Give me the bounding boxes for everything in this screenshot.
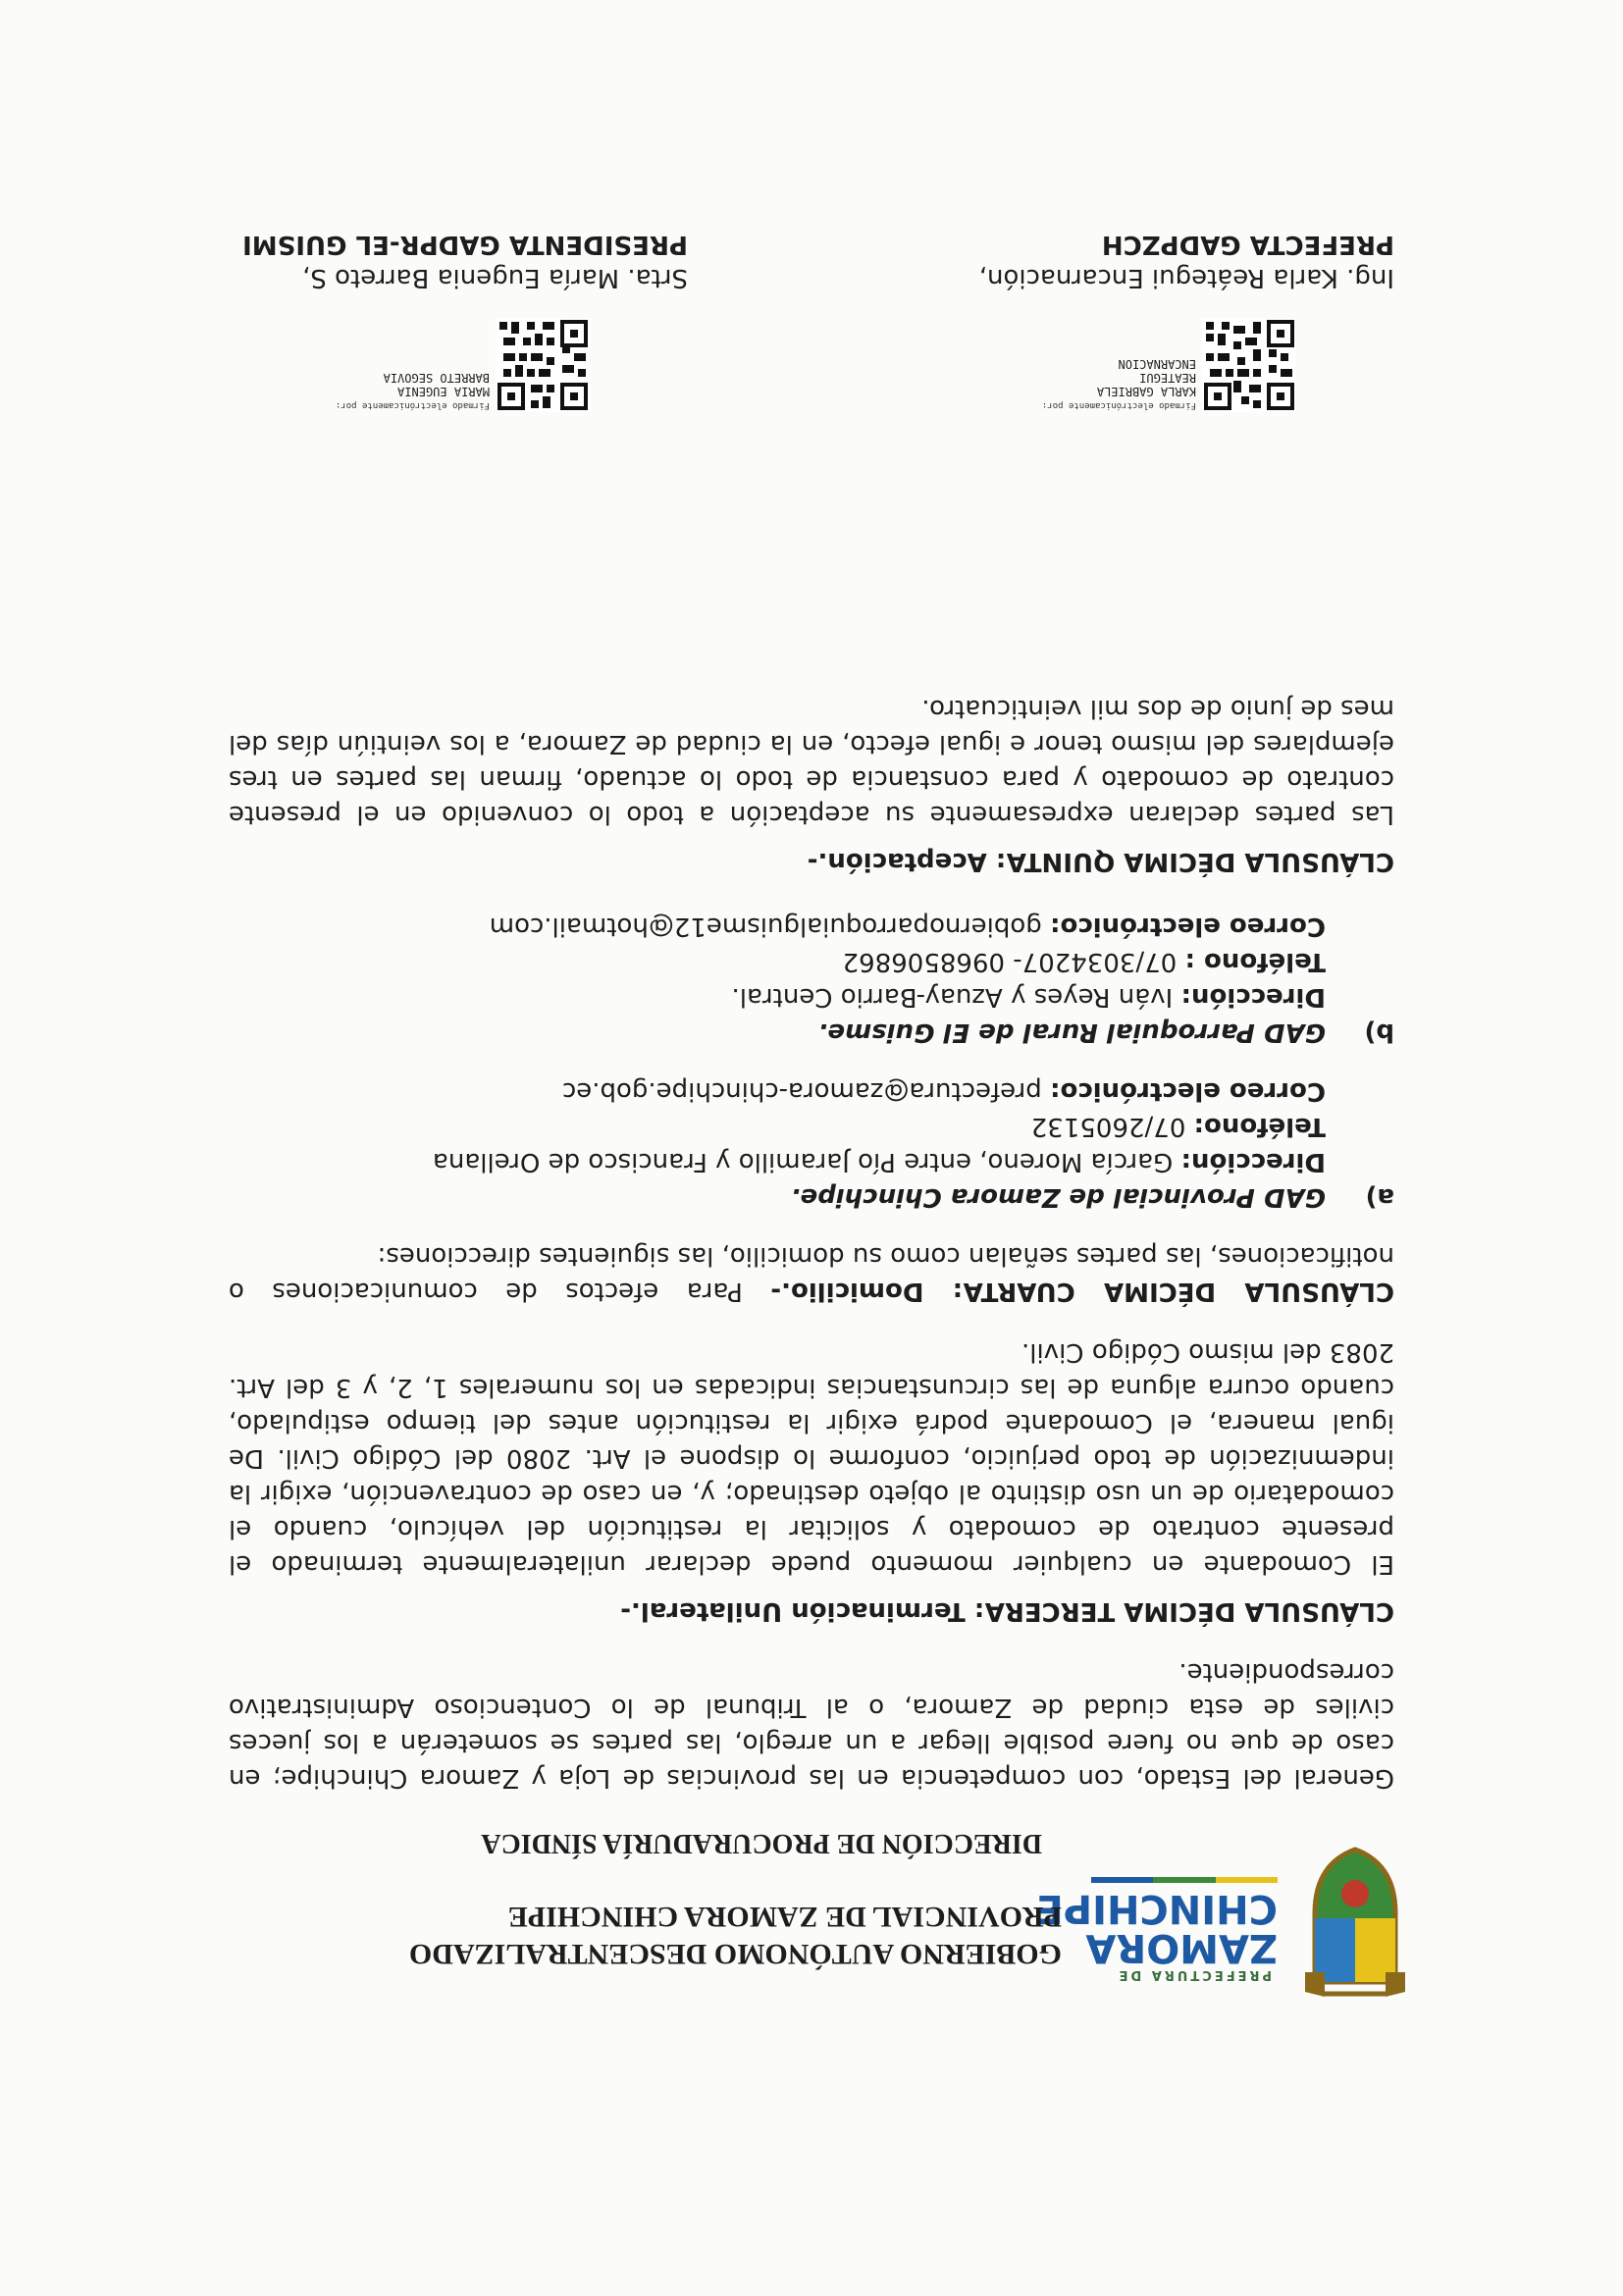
signature-qr-text [1042,357,1196,412]
party-a-address-value: García Moreno, entre Pío Jaramillo y Francisco de Orellana [432,1147,1174,1176]
clause-14-heading: CLÁUSULA DÉCIMA CUARTA: Domicilio.- [770,1277,1394,1306]
clause-14-paragraph [229,1238,1394,1309]
prefecture-logo [1036,1877,1278,1982]
clause-13-text: El Comodante en cualquier momento puede declarar unilateralmente terminado el presente contrato de comodato y solicitar la restitución del vehículo, cuando el comodatario de un uso distinto al objeto destinado; y, en caso de contravención, exigir la indemnización de todo perjuicio, conforme lo dispone el Art. 2080 del Código Civil. De igual manera, el Comodante podrá exigir la restitución antes del tiempo estipulado, cuando ocurra alguna de las circunstancias indicadas en los numerales 1, 2, y 3 del Art. 2083 del mismo Código Civil. [229,1337,1394,1579]
qr-caption: Firmado electrónicamente por: [1041,400,1196,410]
party-a-email-label: Correo electrónico: [1050,1076,1326,1106]
party-b-block [229,909,1394,1050]
department-title: DIRECCIÓN DE PROCURADURÍA SÍNDICA [481,1828,1042,1858]
signature-qr-text [336,371,490,412]
provincial-crest-icon [1295,1845,1415,2002]
logo-word-2: CHINCHIPE [1036,1886,1278,1931]
party-b-address-label: Dirección: [1180,982,1326,1012]
signature-presidenta [178,228,688,412]
signature-prefecta [884,228,1394,412]
party-a-phone [229,1109,1326,1144]
signature-qr-group [884,304,1296,412]
signature-block [229,230,1394,412]
party-b-letter: b) [1364,1018,1394,1047]
qr-code-icon [1202,318,1296,412]
party-a-name: GAD Provincial de Zamora Chinchipe. [790,1182,1326,1212]
signer-name: Ing. Karla Reátegui Encarnación, [978,263,1394,292]
institution-title-line-1: GOBIERNO AUTÓNOMO DESCENTRALIZADO [408,1938,1062,1970]
logo-word-1: ZAMORA [1085,1925,1278,1970]
party-b-email-label: Correo electrónico: [1050,912,1326,941]
logo-color-bar [1091,1877,1278,1883]
party-a-block [229,1073,1394,1215]
signer-role: PREFECTA GADPZCH [1101,230,1394,259]
clause-15-text: Las partes declaran expresamente su aceptación a todo lo convenido en el presente contrato de comodato y para constancia de todo lo actuado, firman las partes en tres ejemplares del mismo tenor e igual efecto, en la ciudad de Zamora, a los veintiún días del mes de junio de dos mil veinticuatro. [229,694,1394,829]
party-b-address [229,979,1326,1015]
qr-name-line: KARLA GABRIELA [1096,385,1196,398]
party-b-email [229,909,1326,944]
party-a-address [229,1144,1326,1179]
signer-role: PRESIDENTA GADPR-EL GUISMI [242,230,688,259]
logo-prefix: PREFECTURA DE [1116,1967,1272,1982]
clause-13-heading: CLÁUSULA DÉCIMA TERCERA: Terminación Unilateral.- [620,1596,1394,1626]
clause-15-heading: CLÁUSULA DÉCIMA QUINTA: Aceptación.- [807,847,1394,876]
institution-title [355,1898,1062,1972]
party-a-email [229,1073,1326,1109]
party-a-letter: a) [1365,1182,1394,1212]
party-a-phone-label: Teléfono: [1193,1112,1326,1141]
party-b-phone [229,944,1326,979]
document-body [229,691,1394,1796]
party-b-phone-value: 07/3034207- 0968506862 [842,947,1178,976]
clause-14-text: Para efectos de comunicaciones o notificaciones, las partes señalan como su domicilio, las siguientes direcciones: [229,1241,1394,1306]
letterhead [188,1820,1415,2002]
party-b-phone-label: Teléfono : [1184,947,1326,976]
institution-title-line-2: PROVINCIAL DE ZAMORA CHINCHIPE [507,1901,1062,1933]
signer-name: Srta. María Eugenia Barreto S, [302,263,688,292]
qr-caption: Firmado electrónicamente por: [335,400,490,410]
intro-paragraph: General del Estado, con competencia en las provincias de Loja y Zamora Chinchipe; en caso de que no fuere posible llegar a un arreglo, las partes se someterán a los jueces civiles de esta ciudad de Zamora, o al Tribunal de lo Contencioso Administrativo correspondiente. [229,1657,1394,1793]
qr-name-line: ENCARNACION [1118,357,1196,371]
party-a-address-label: Dirección: [1180,1147,1326,1176]
signature-qr-group [178,304,590,412]
party-a-phone-value: 07/2605132 [1030,1112,1186,1141]
qr-name-line: MARIA EUGENIA [397,385,490,398]
qr-name-line: REATEGUI [1139,371,1196,385]
qr-code-icon [496,318,590,412]
party-a-email-value: prefectura@zamora-chinchipe.gob.ec [561,1076,1042,1106]
party-b-name: GAD Parroquial Rural de El Guisme. [817,1018,1326,1047]
qr-name-line: BARRETO SEGOVIA [383,371,490,385]
party-b-address-value: Iván Reyes y Azuay-Barrio Central. [731,982,1174,1012]
party-b-email-value: gobiernoparroquialguisme12@hotmail.com [489,912,1042,941]
